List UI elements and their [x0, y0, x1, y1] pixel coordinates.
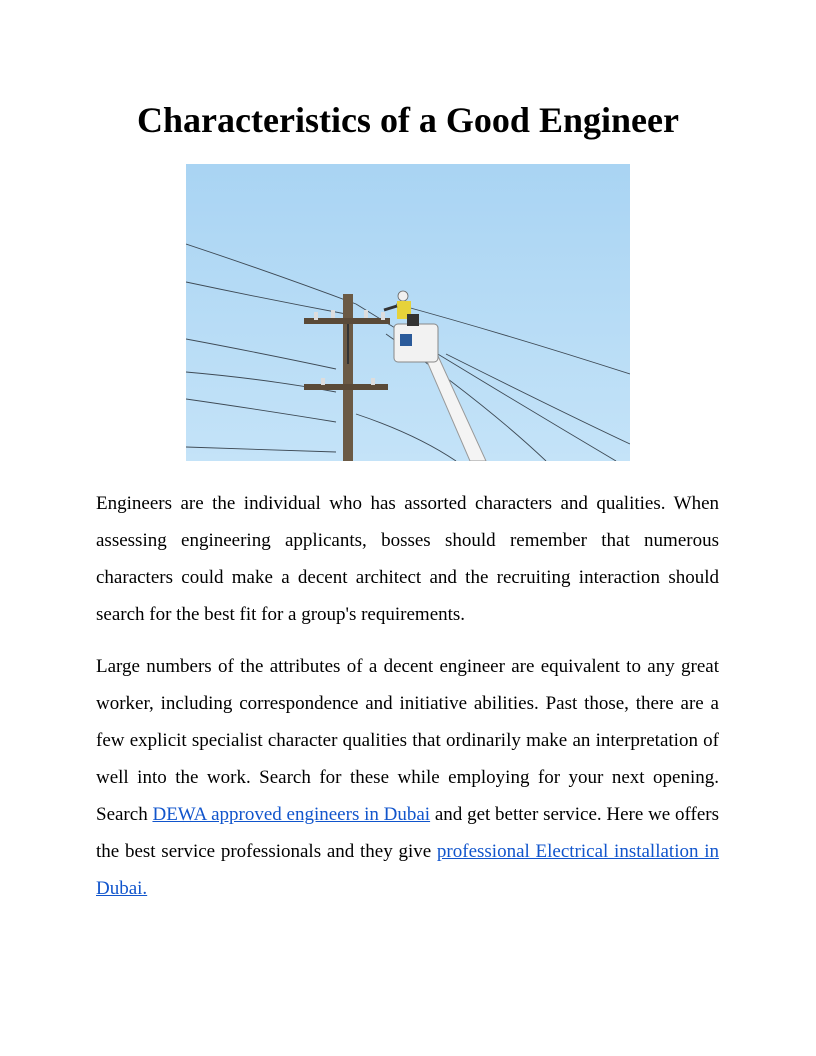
paragraph-text-b: and get better service. Here we offers the best service professionals and they give	[96, 804, 719, 862]
bucket	[394, 324, 438, 362]
paragraph-intro: Engineers are the individual who has assorted characters and qualities. When assessing engineering applicants, bosses should remember that numerous characters could make a decent architect and the recruiting interaction should search for the best fit for a group's requirements.	[96, 493, 719, 625]
utility-pole-illustration	[186, 164, 630, 461]
dewa-engineers-link[interactable]: DEWA approved engineers in Dubai	[152, 804, 431, 825]
paragraph-text-a: Large numbers of the attributes of a decent engineer are equivalent to any great worker, including correspondence and initiative abilities. Past those, there are a few explicit specialist character qualities that ordinarily make an interpretation of well into the work. Search for these while employing for your next opening. Search	[96, 656, 719, 825]
lineman-photo	[186, 164, 630, 461]
paragraph-attributes	[96, 648, 719, 907]
electrical-installation-link[interactable]: professional Electrical installation in Dubai.	[96, 841, 720, 899]
page-title: Characteristics of a Good Engineer	[137, 100, 679, 140]
